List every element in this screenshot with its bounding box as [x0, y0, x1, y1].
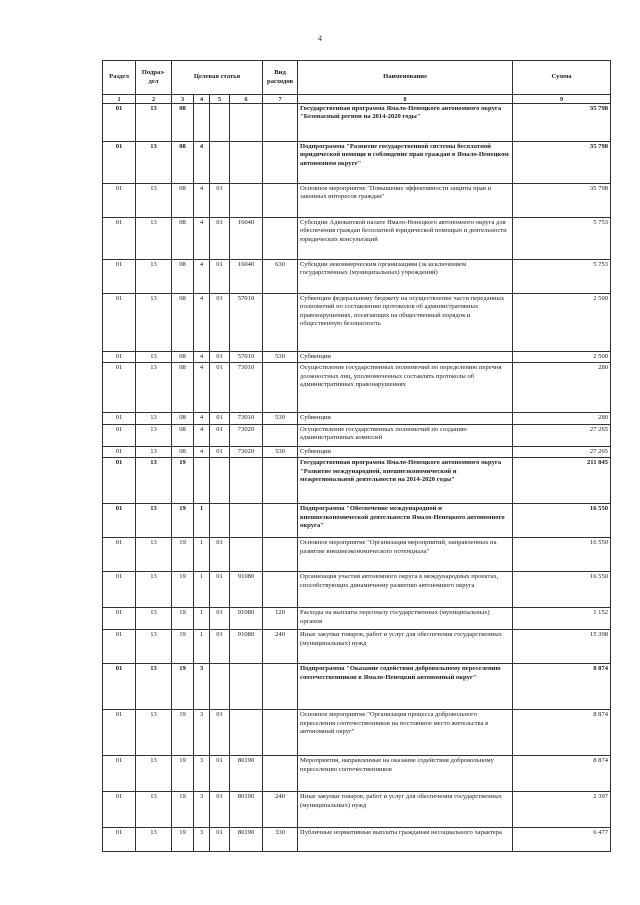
expense-type-cell: 630 — [263, 260, 298, 294]
section-code-cell: 01 — [103, 710, 136, 756]
item-name-cell: Иные закупки товаров, работ и услуг для обеспечения государственных (муниципальных) нужд — [298, 630, 513, 664]
direction-code-cell — [230, 142, 263, 184]
amount-cell: 6 477 — [513, 828, 611, 852]
subsection-code-cell: 13 — [136, 792, 172, 828]
subsection-code-cell: 13 — [136, 458, 172, 504]
column-number: 1 — [103, 95, 136, 104]
item-name-cell: Субвенции — [298, 352, 513, 363]
activity-code-cell: 01 — [210, 792, 230, 828]
column-number: 3 — [172, 95, 194, 104]
header-target-article: Целевая статья — [172, 61, 263, 95]
table-row — [103, 363, 611, 413]
table-row — [103, 458, 611, 504]
item-name-cell: Субвенции — [298, 446, 513, 457]
program-code-cell: 19 — [172, 828, 194, 852]
item-name-cell: Осуществление государственных полномочий по определению перечня должностных лиц, уполномоченных составлять протоколы об административных правонарушениях — [298, 363, 513, 413]
direction-code-cell: 73010 — [230, 413, 263, 424]
column-number-row — [103, 95, 611, 104]
activity-code-cell: 01 — [210, 572, 230, 608]
header-expense-type: Вид расходов — [263, 61, 298, 95]
section-code-cell: 01 — [103, 504, 136, 538]
section-code-cell: 01 — [103, 142, 136, 184]
direction-code-cell: 57010 — [230, 352, 263, 363]
subsection-code-cell: 13 — [136, 572, 172, 608]
program-code-cell: 08 — [172, 184, 194, 218]
program-code-cell: 19 — [172, 572, 194, 608]
table-row — [103, 142, 611, 184]
subsection-code-cell: 13 — [136, 294, 172, 352]
section-code-cell: 01 — [103, 630, 136, 664]
direction-code-cell: 91080 — [230, 572, 263, 608]
table-row — [103, 446, 611, 457]
program-code-cell: 19 — [172, 792, 194, 828]
activity-code-cell: 01 — [210, 538, 230, 572]
table-row — [103, 218, 611, 260]
subprogram-code-cell: 3 — [194, 828, 210, 852]
program-code-cell: 08 — [172, 352, 194, 363]
item-name-cell: Субвенции — [298, 413, 513, 424]
expense-type-cell: 530 — [263, 446, 298, 457]
table-row — [103, 352, 611, 363]
direction-code-cell: 73010 — [230, 363, 263, 413]
section-code-cell: 01 — [103, 260, 136, 294]
table-row — [103, 424, 611, 446]
program-code-cell: 19 — [172, 504, 194, 538]
expense-type-cell — [263, 504, 298, 538]
subsection-code-cell: 13 — [136, 446, 172, 457]
amount-cell: 27 265 — [513, 424, 611, 446]
item-name-cell: Субсидии некоммерческим организациям (за исключением государственных (муниципальных) учреждений) — [298, 260, 513, 294]
table-row — [103, 104, 611, 142]
table-row — [103, 504, 611, 538]
table-row — [103, 294, 611, 352]
header-row — [103, 61, 611, 95]
amount-cell: 2 500 — [513, 294, 611, 352]
amount-cell: 5 753 — [513, 218, 611, 260]
section-code-cell: 01 — [103, 608, 136, 630]
expense-type-cell: 240 — [263, 792, 298, 828]
column-number: 5 — [210, 95, 230, 104]
subsection-code-cell: 13 — [136, 363, 172, 413]
program-code-cell: 19 — [172, 710, 194, 756]
table-row — [103, 792, 611, 828]
item-name-cell: Основное мероприятие "Повышение эффективности защиты прав и законных интересов граждан" — [298, 184, 513, 218]
activity-code-cell: 01 — [210, 294, 230, 352]
activity-code-cell: 01 — [210, 363, 230, 413]
expense-type-cell: 330 — [263, 828, 298, 852]
subsection-code-cell: 13 — [136, 260, 172, 294]
subprogram-code-cell: 4 — [194, 413, 210, 424]
direction-code-cell: 91080 — [230, 630, 263, 664]
program-code-cell: 19 — [172, 608, 194, 630]
direction-code-cell: 80190 — [230, 756, 263, 792]
amount-cell: 2 397 — [513, 792, 611, 828]
direction-code-cell: 80190 — [230, 792, 263, 828]
amount-cell: 15 398 — [513, 630, 611, 664]
subsection-code-cell: 13 — [136, 710, 172, 756]
expense-type-cell — [263, 184, 298, 218]
section-code-cell: 01 — [103, 218, 136, 260]
activity-code-cell: 01 — [210, 352, 230, 363]
page-number: 4 — [318, 34, 322, 43]
program-code-cell: 08 — [172, 104, 194, 142]
section-code-cell: 01 — [103, 352, 136, 363]
subsection-code-cell: 13 — [136, 608, 172, 630]
table-row — [103, 710, 611, 756]
subprogram-code-cell: 1 — [194, 504, 210, 538]
section-code-cell: 01 — [103, 756, 136, 792]
activity-code-cell: 01 — [210, 184, 230, 218]
activity-code-cell: 01 — [210, 630, 230, 664]
item-name-cell: Основное мероприятие "Организация процесса добровольного переселения соотечественников на постоянное место жительства в автономный округ" — [298, 710, 513, 756]
subprogram-code-cell: 4 — [194, 184, 210, 218]
amount-cell: 2 500 — [513, 352, 611, 363]
program-code-cell: 08 — [172, 424, 194, 446]
header-razdel: Раздел — [103, 61, 136, 95]
subprogram-code-cell — [194, 104, 210, 142]
direction-code-cell: 80190 — [230, 828, 263, 852]
section-code-cell: 01 — [103, 458, 136, 504]
column-number: 9 — [513, 95, 611, 104]
section-code-cell: 01 — [103, 664, 136, 710]
table-row — [103, 413, 611, 424]
item-name-cell: Субвенции федеральному бюджету на осуществление части переданных полномочий по составлению протоколов об административных правонарушениях, посягающих на общественный порядок и общественную безопасность — [298, 294, 513, 352]
amount-cell: 35 798 — [513, 142, 611, 184]
table-row — [103, 538, 611, 572]
activity-code-cell: 01 — [210, 260, 230, 294]
expense-type-cell: 240 — [263, 630, 298, 664]
column-number: 2 — [136, 95, 172, 104]
section-code-cell: 01 — [103, 538, 136, 572]
direction-code-cell: 16040 — [230, 218, 263, 260]
subsection-code-cell: 13 — [136, 142, 172, 184]
expense-type-cell — [263, 538, 298, 572]
activity-code-cell — [210, 142, 230, 184]
direction-code-cell: 91080 — [230, 608, 263, 630]
program-code-cell: 19 — [172, 756, 194, 792]
item-name-cell: Осуществление государственных полномочий по созданию административных комиссий — [298, 424, 513, 446]
activity-code-cell: 01 — [210, 424, 230, 446]
subprogram-code-cell: 1 — [194, 538, 210, 572]
subsection-code-cell: 13 — [136, 664, 172, 710]
activity-code-cell — [210, 458, 230, 504]
subsection-code-cell: 13 — [136, 413, 172, 424]
section-code-cell: 01 — [103, 424, 136, 446]
direction-code-cell: 73020 — [230, 446, 263, 457]
expense-type-cell — [263, 218, 298, 260]
amount-cell: 16 550 — [513, 504, 611, 538]
subprogram-code-cell: 4 — [194, 142, 210, 184]
subprogram-code-cell: 4 — [194, 352, 210, 363]
column-number: 8 — [298, 95, 513, 104]
item-name-cell: Расходы на выплаты персоналу государственных (муниципальных) органов — [298, 608, 513, 630]
activity-code-cell: 01 — [210, 446, 230, 457]
section-code-cell: 01 — [103, 104, 136, 142]
item-name-cell: Мероприятия, направленные на оказание содействия добровольному переселению соотечественников — [298, 756, 513, 792]
subsection-code-cell: 13 — [136, 828, 172, 852]
program-code-cell: 19 — [172, 458, 194, 504]
direction-code-cell — [230, 104, 263, 142]
program-code-cell: 19 — [172, 538, 194, 572]
expense-type-cell — [263, 363, 298, 413]
section-code-cell: 01 — [103, 446, 136, 457]
activity-code-cell: 01 — [210, 828, 230, 852]
table-row — [103, 184, 611, 218]
section-code-cell: 01 — [103, 413, 136, 424]
expense-type-cell — [263, 572, 298, 608]
expense-type-cell — [263, 294, 298, 352]
table-body — [103, 104, 611, 852]
amount-cell: 280 — [513, 363, 611, 413]
subprogram-code-cell: 1 — [194, 630, 210, 664]
item-name-cell: Основное мероприятие "Организация мероприятий, направленных на развитие внешнеэкономического потенциала" — [298, 538, 513, 572]
header-name: Наименование — [298, 61, 513, 95]
program-code-cell: 08 — [172, 218, 194, 260]
subprogram-code-cell: 4 — [194, 446, 210, 457]
column-number: 7 — [263, 95, 298, 104]
direction-code-cell — [230, 184, 263, 218]
subsection-code-cell: 13 — [136, 218, 172, 260]
item-name-cell: Организация участия автономного округа в международных проектах, способствующих динамичному развитию автономного округа — [298, 572, 513, 608]
section-code-cell: 01 — [103, 184, 136, 218]
subprogram-code-cell: 4 — [194, 424, 210, 446]
activity-code-cell: 01 — [210, 413, 230, 424]
activity-code-cell — [210, 104, 230, 142]
amount-cell: 8 874 — [513, 664, 611, 710]
direction-code-cell — [230, 538, 263, 572]
program-code-cell: 19 — [172, 630, 194, 664]
section-code-cell: 01 — [103, 828, 136, 852]
item-name-cell: Публичные нормативные выплаты гражданам несоциального характера — [298, 828, 513, 852]
amount-cell: 211 845 — [513, 458, 611, 504]
direction-code-cell — [230, 458, 263, 504]
amount-cell: 8 874 — [513, 710, 611, 756]
amount-cell: 280 — [513, 413, 611, 424]
subsection-code-cell: 13 — [136, 630, 172, 664]
subsection-code-cell: 13 — [136, 424, 172, 446]
subsection-code-cell: 13 — [136, 504, 172, 538]
program-code-cell: 08 — [172, 413, 194, 424]
activity-code-cell — [210, 664, 230, 710]
item-name-cell: Подпрограмма "Оказание содействия добровольному переселению соотечественников в Ямало-Ненецкий автономный округ" — [298, 664, 513, 710]
expense-type-cell: 120 — [263, 608, 298, 630]
expense-type-cell — [263, 710, 298, 756]
activity-code-cell: 01 — [210, 608, 230, 630]
column-number: 6 — [230, 95, 263, 104]
expense-type-cell — [263, 756, 298, 792]
program-code-cell: 19 — [172, 664, 194, 710]
subprogram-code-cell: 1 — [194, 572, 210, 608]
program-code-cell: 08 — [172, 260, 194, 294]
direction-code-cell: 57010 — [230, 294, 263, 352]
header-sum: Сумма — [513, 61, 611, 95]
table-row — [103, 572, 611, 608]
section-code-cell: 01 — [103, 294, 136, 352]
section-code-cell: 01 — [103, 792, 136, 828]
activity-code-cell: 01 — [210, 756, 230, 792]
table-row — [103, 756, 611, 792]
subprogram-code-cell: 4 — [194, 218, 210, 260]
direction-code-cell: 73020 — [230, 424, 263, 446]
activity-code-cell — [210, 504, 230, 538]
expense-type-cell: 530 — [263, 413, 298, 424]
amount-cell: 16 550 — [513, 538, 611, 572]
expense-type-cell — [263, 424, 298, 446]
expense-type-cell: 530 — [263, 352, 298, 363]
amount-cell: 1 152 — [513, 608, 611, 630]
program-code-cell: 08 — [172, 142, 194, 184]
expense-type-cell — [263, 104, 298, 142]
column-number: 4 — [194, 95, 210, 104]
subprogram-code-cell: 4 — [194, 363, 210, 413]
subsection-code-cell: 13 — [136, 756, 172, 792]
subsection-code-cell: 13 — [136, 104, 172, 142]
subsection-code-cell: 13 — [136, 538, 172, 572]
amount-cell: 35 798 — [513, 104, 611, 142]
section-code-cell: 01 — [103, 363, 136, 413]
subprogram-code-cell: 4 — [194, 260, 210, 294]
budget-table — [102, 60, 611, 852]
subprogram-code-cell: 3 — [194, 756, 210, 792]
amount-cell: 8 874 — [513, 756, 611, 792]
item-name-cell: Иные закупки товаров, работ и услуг для обеспечения государственных (муниципальных) нужд — [298, 792, 513, 828]
activity-code-cell: 01 — [210, 218, 230, 260]
item-name-cell: Государственная программа Ямало-Ненецкого автономного округа "Безопасный регион на 2014-2020 годы" — [298, 104, 513, 142]
activity-code-cell: 01 — [210, 710, 230, 756]
subsection-code-cell: 13 — [136, 184, 172, 218]
item-name-cell: Государственная программа Ямало-Ненецкого автономного округа "Развитие международной, внешнеэкономической и межрегиональной деятельности на 2014-2020 годы" — [298, 458, 513, 504]
subprogram-code-cell: 1 — [194, 608, 210, 630]
subprogram-code-cell — [194, 458, 210, 504]
item-name-cell: Подпрограмма "Развитие государственной системы бесплатной юридической помощи и соблюдение прав граждан в Ямало-Ненецком автономном округе" — [298, 142, 513, 184]
subprogram-code-cell: 3 — [194, 664, 210, 710]
program-code-cell: 08 — [172, 363, 194, 413]
subsection-code-cell: 13 — [136, 352, 172, 363]
expense-type-cell — [263, 458, 298, 504]
amount-cell: 27 265 — [513, 446, 611, 457]
direction-code-cell — [230, 664, 263, 710]
amount-cell: 5 753 — [513, 260, 611, 294]
table-row — [103, 260, 611, 294]
program-code-cell: 08 — [172, 446, 194, 457]
subprogram-code-cell: 3 — [194, 710, 210, 756]
expense-type-cell — [263, 664, 298, 710]
subprogram-code-cell: 3 — [194, 792, 210, 828]
program-code-cell: 08 — [172, 294, 194, 352]
direction-code-cell — [230, 504, 263, 538]
direction-code-cell — [230, 710, 263, 756]
subprogram-code-cell: 4 — [194, 294, 210, 352]
item-name-cell: Субсидии Адвокатской палате Ямало-Ненецкого автономного округа для обеспечения граждан бесплатной юридической помощью и деятельности юридических консультаций — [298, 218, 513, 260]
item-name-cell: Подпрограмма "Обеспечение международной и внешнеэкономической деятельности Ямало-Ненецкого автономного округа" — [298, 504, 513, 538]
table-row — [103, 664, 611, 710]
section-code-cell: 01 — [103, 572, 136, 608]
amount-cell: 16 550 — [513, 572, 611, 608]
table-row — [103, 630, 611, 664]
direction-code-cell: 16040 — [230, 260, 263, 294]
expense-type-cell — [263, 142, 298, 184]
table-row — [103, 828, 611, 852]
header-podrazdel: Подраз-дел — [136, 61, 172, 95]
amount-cell: 35 798 — [513, 184, 611, 218]
table-row — [103, 608, 611, 630]
